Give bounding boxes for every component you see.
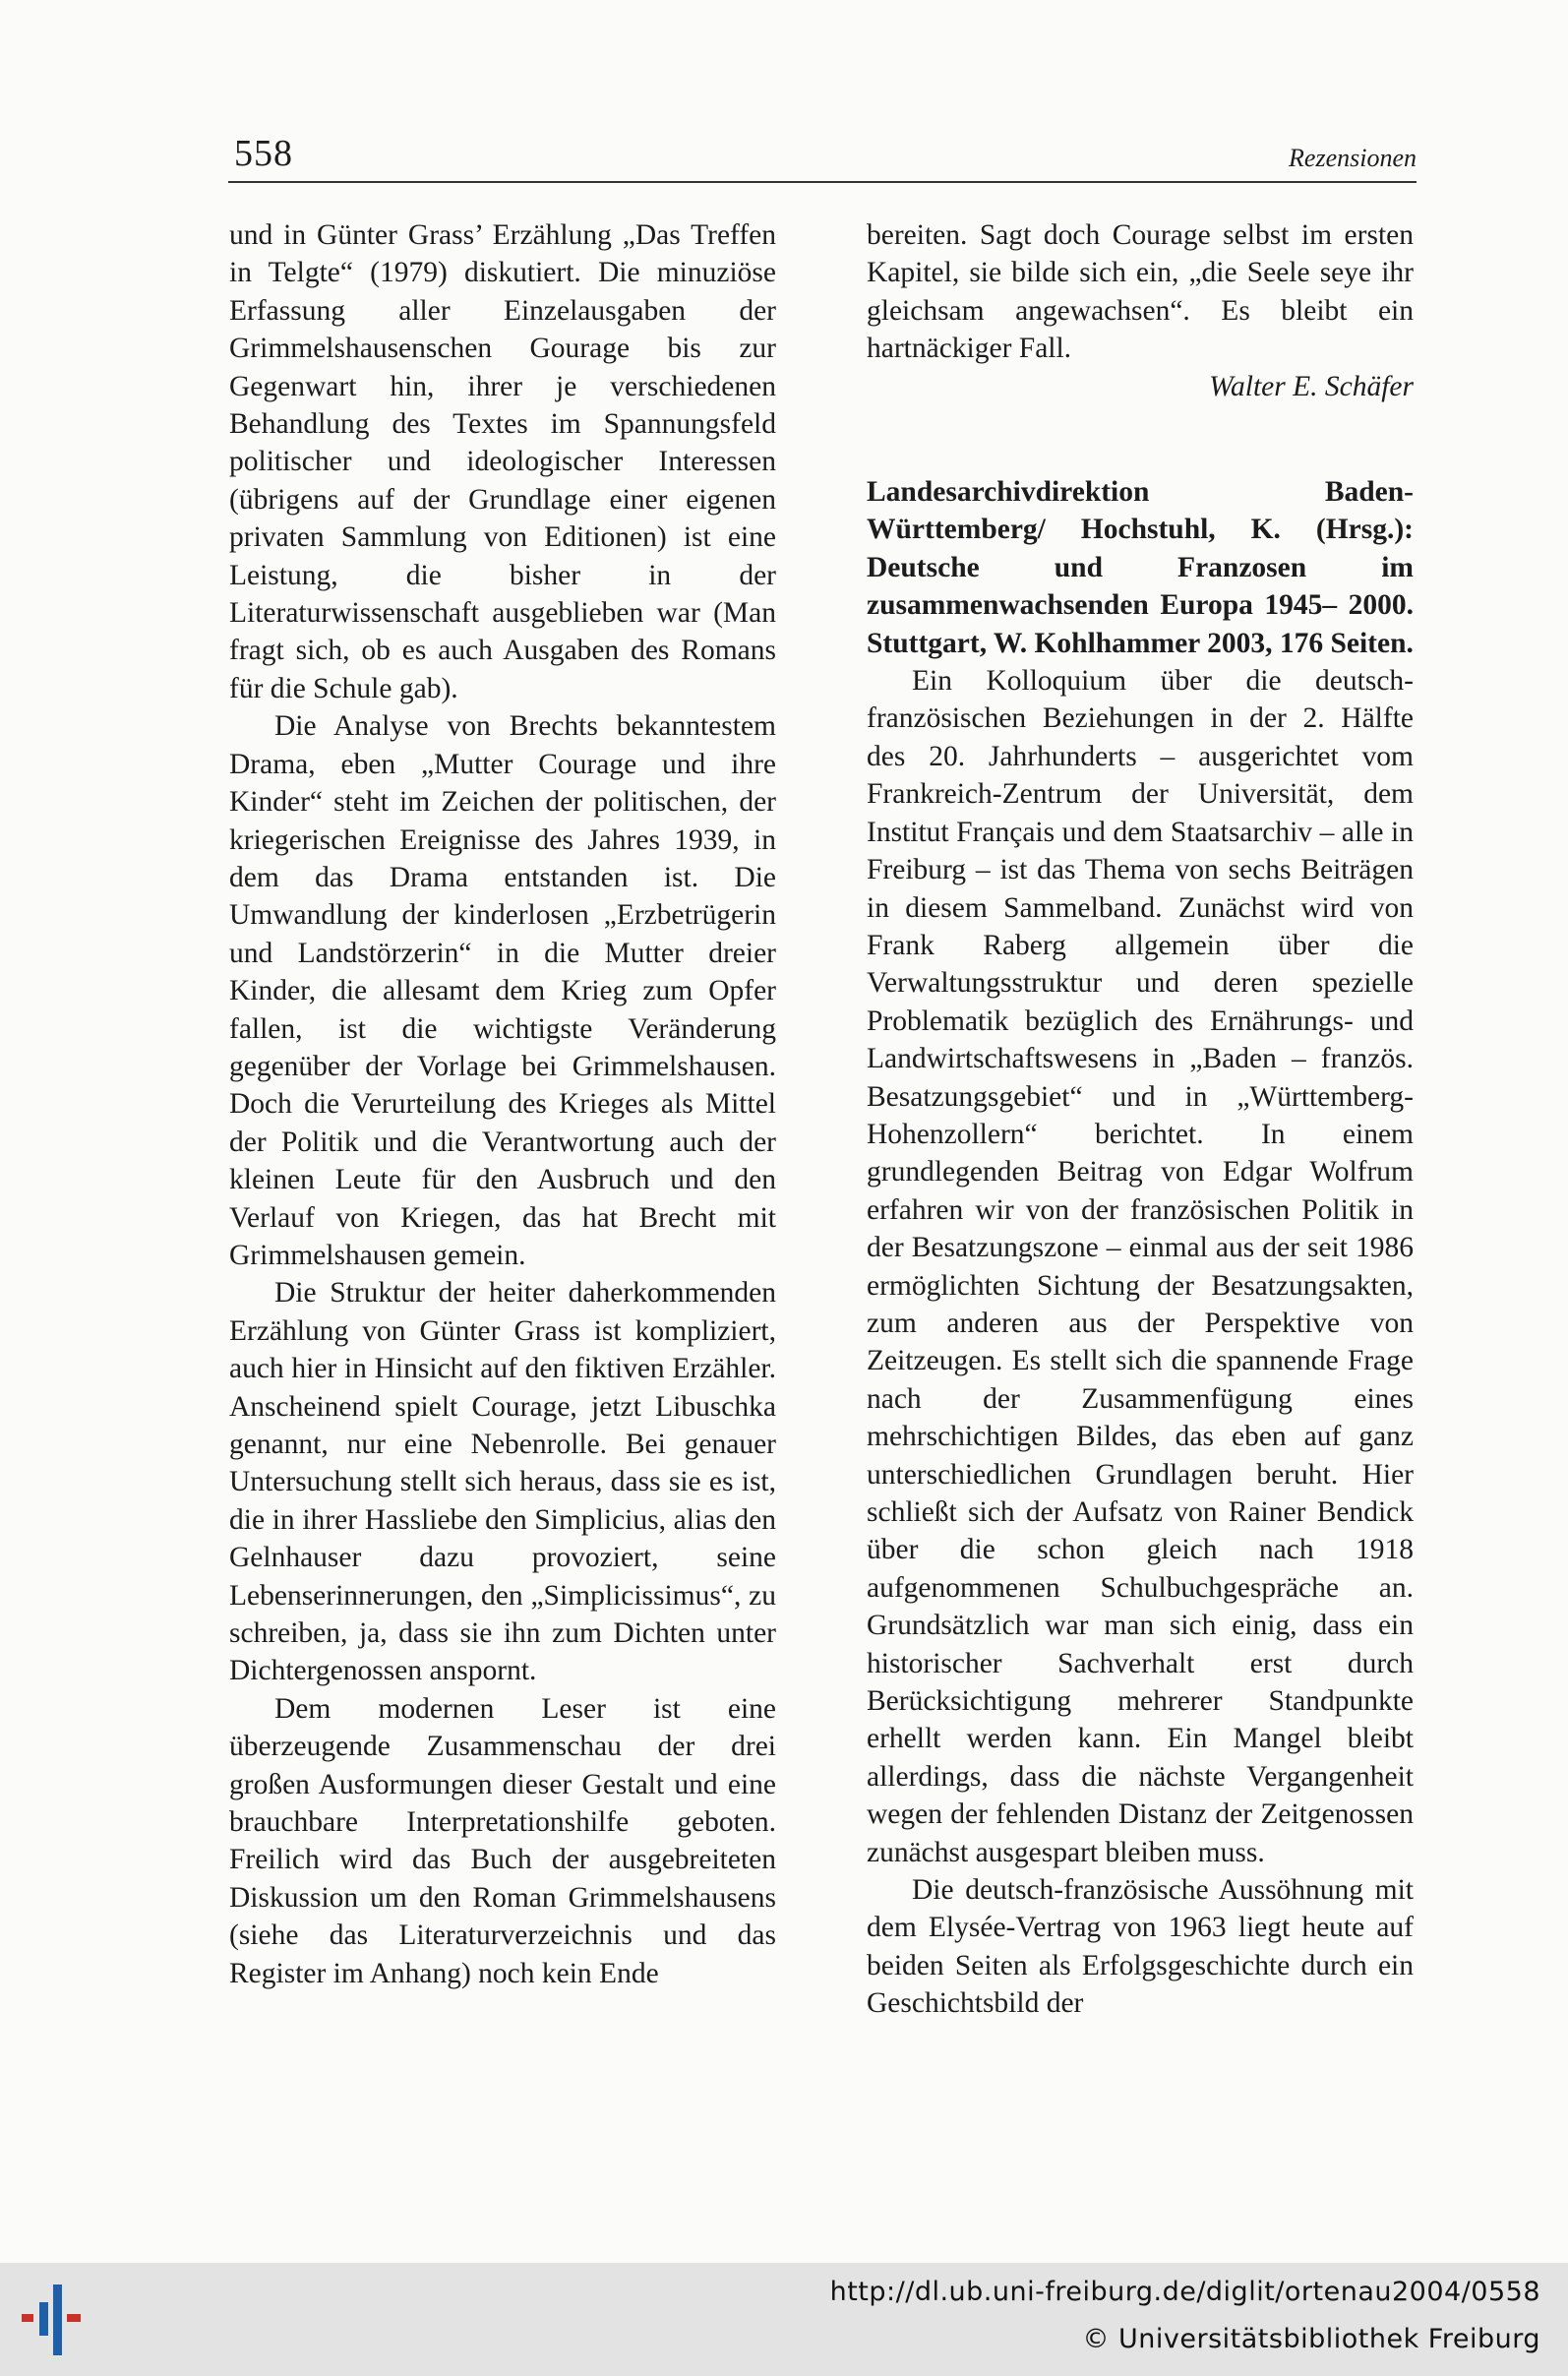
left-paragraph-4: Dem modernen Leser ist eine überzeugende Zusammenschau der drei großen Ausformungen dieser Gestalt und eine brauchbare Interpretationshilfe geboten. Freilich wird das Buch der ausgebreiteten Diskussion um den Roman Grimmelshausens (siehe das Literaturverzeichnis und das Register im Anhang) noch kein Ende [229,1692,776,1989]
right-column [867,216,1414,2023]
review-signature: Walter E. Schäfer [1209,370,1414,402]
left-column [229,216,776,1992]
running-head: Rezensionen [1289,144,1417,172]
left-paragraph-1: und in Günter Grass’ Erzählung „Das Treffen in Telgte“ (1979) diskutiert. Die minuziöse Erfassung aller Einzelausgaben der Grimmelshausenschen Gourage bis zur Gegenwart hin, ihrer je verschiedenen Behandlung des Textes im Spannungsfeld politischer und ideologischer Interessen (übrigens auf der Grundlage einer eigenen privaten Sammlung von Editionen) ist eine Leistung, die bisher in der Literaturwissenschaft ausgeblieben war (Man fragt sich, ob es auch Ausgaben des Romans für die Schule gab). [229,219,776,704]
right-paragraph-1: Ein Kolloquium über die deutsch-französischen Beziehungen in der 2. Hälfte des 20. Jahrhunderts – ausgerichtet vom Frankreich-Zentrum der Universität, dem Institut Français und dem Staatsarchiv – alle in Freiburg – ist das Thema von sechs Beiträgen in diesem Sammelband. Zunächst wird von Frank Raberg allgemein über die Verwaltungsstruktur und deren spezielle Problematik bezüglich des Ernährungs- und Landwirtschaftswesens in „Baden – französ. Besatzungsgebiet“ und in „Württemberg-Hohenzollern“ berichtet. In einem grundlegenden Beitrag von Edgar Wolfrum erfahren wir von der französischen Politik in der Besatzungszone – einmal aus der seit 1986 ermöglichten Sichtung der Besatzungsakten, zum anderen aus der Perspektive von Zeitzeugen. Es stellt sich die spannende Frage nach der Zusammenfügung eines mehrschichtigen Bildes, das eben auf ganz unterschiedlichen Grundlagen beruht. Hier schließt sich der Aufsatz von Rainer Bendick über die schon gleich nach 1918 aufgenommenen Schulbuchgespräche an. Grundsätzlich war man sich einig, dass ein historischer Sachverhalt erst durch Berücksichtigung mehrerer Standpunkte erhellt werden kann. Ein Mangel bleibt allerdings, dass die nächste Vergangenheit wegen der fehlenden Distanz der Zeitgenossen zunächst ausgespart bleiben muss. [867,665,1414,1868]
ub-freiburg-logo-icon [20,2281,98,2359]
right-paragraph-2: Die deutsch-französische Aussöhnung mit dem Elysée-Vertrag von 1963 liegt heute auf beiden Seiten als Erfolgsgeschichte durch ein Geschichtsbild der [867,1874,1414,2020]
left-paragraph-2: Die Analyse von Brechts bekanntestem Drama, eben „Mutter Courage und ihre Kinder“ steht im Zeichen der politischen, der kriegerischen Ereignisse des Jahres 1939, in dem das Drama entstanden ist. Die Umwandlung der kinderlosen „Erzbetrügerin und Landstörzerin“ in die Mutter dreier Kinder, die allesamt dem Krieg zum Opfer fallen, ist die wichtigste Veränderung gegenüber der Vorlage bei Grimmelshausen. Doch die Verurteilung des Krieges als Mittel der Politik und die Verantwortung auch der kleinen Leute für den Ausbruch und den Verlauf von Kriegen, das hat Brecht mit Grimmelshausen gemein. [229,710,776,1271]
right-opening-paragraph: bereiten. Sagt doch Courage selbst im ersten Kapitel, sie bilde sich ein, „die Seele seye ihr gleichsam angewachsen“. Es bleibt ein hartnäckiger Fall. [867,219,1414,365]
left-paragraph-3: Die Struktur der heiter daherkommenden Erzählung von Günter Grass ist kompliziert, auch hier in Hinsicht auf den fiktiven Erzähler. Anscheinend spielt Courage, jetzt Libuschka genannt, nur eine Nebenrolle. Bei genauer Untersuchung stellt sich heraus, dass sie es ist, die in ihrer Hassliebe den Simplicius, alias den Gelnhauser dazu provoziert, seine Lebenserinnerungen, den „Simplicissimus“, zu schreiben, ja, dass sie ihn zum Dichten unter Dichtergenossen anspornt. [229,1277,776,1687]
review-title: Landesarchivdirektion Baden-Württemberg/ Hochstuhl, K. (Hrsg.): Deutsche und Franzosen im zusammenwachsenden Europa 1945– 2000. Stuttgart, W. Kohlhammer 2003, 176 Seiten. [867,476,1414,659]
page-number: 558 [234,133,293,174]
page-header [228,126,1417,183]
section-spacer [867,405,1414,473]
viewer-footer [0,2263,1568,2376]
footer-copyright: © Universitätsbibliothek Freiburg [1082,2324,1540,2354]
footer-url-link[interactable]: http://dl.ub.uni-freiburg.de/diglit/ortenau2004/0558 [829,2277,1540,2307]
